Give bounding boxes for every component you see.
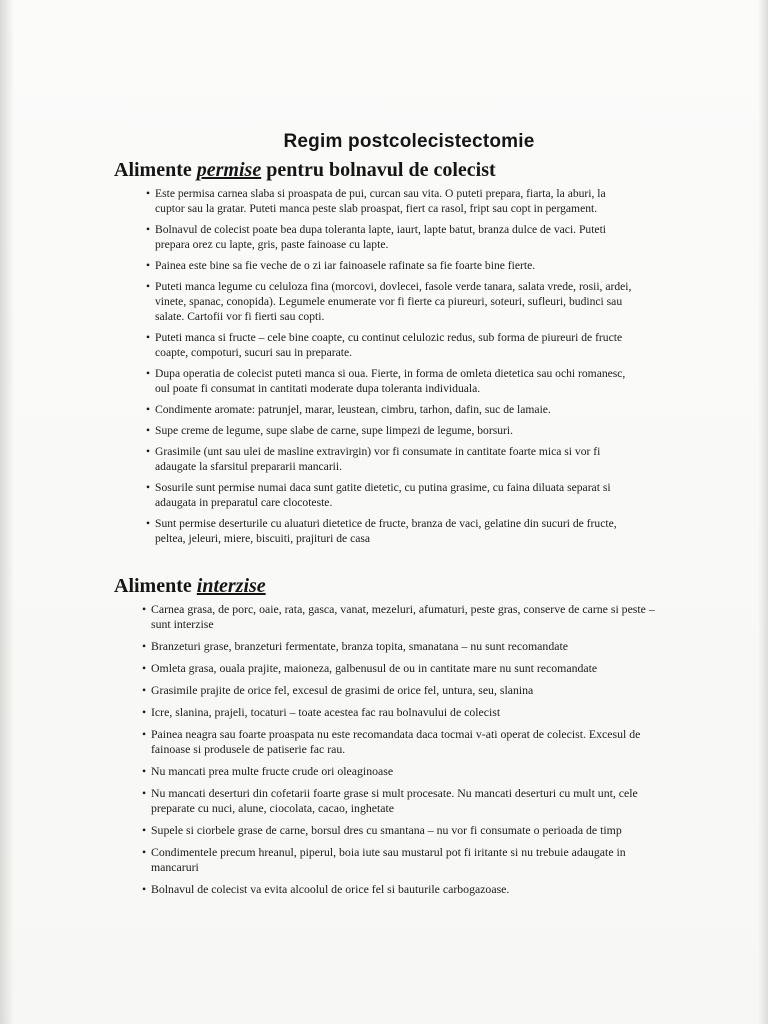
paper-shadow-right: [758, 0, 768, 1024]
forbidden-item: • Nu mancati deserturi din cofetarii foarte grase si mult procesate. Nu mancati deserturi cu mult unt, cele preparate cu nuci, alune, ciocolata, cacao, inghetate: [129, 786, 659, 816]
permitted-item: • Condimente aromate: patrunjel, marar, leustean, cimbru, tarhon, dafin, suc de lamaie.: [133, 402, 633, 417]
forbidden-item: • Painea neagra sau foarte proaspata nu este recomandata daca tocmai v-ati operat de colecist. Excesul de fainoase si produsele de patiserie fac rau.: [129, 727, 659, 757]
permitted-foods-list: [133, 186, 633, 552]
forbidden-foods-list: [129, 602, 659, 904]
permitted-item: • Painea este bine sa fie veche de o zi iar fainoasele rafinate sa fie foarte bine fierte.: [133, 258, 633, 273]
permitted-heading-emphasis: permise: [196, 159, 262, 181]
forbidden-heading-prefix: Alimente: [114, 575, 192, 597]
permitted-item: • Puteti manca legume cu celuloza fina (morcovi, dovlecei, fasole verde tanara, salata vrede, rosii, ardei, vinete, spanac, conopida). Legumele enumerate vor fi fierte ca piureuri, soteuri, sufleuri, budinci sau salate. Cartofii vor fi fierti sau copti.: [133, 279, 633, 324]
forbidden-item: • Bolnavul de colecist va evita alcoolul de orice fel si bauturile carbogazoase.: [129, 882, 659, 897]
forbidden-item: • Grasimile prajite de orice fel, excesul de grasimi de orice fel, untura, seu, slanina: [129, 683, 659, 698]
forbidden-item: • Supele si ciorbele grase de carne, borsul dres cu smantana – nu vor fi consumate o perioada de timp: [129, 823, 659, 838]
permitted-item: • Este permisa carnea slaba si proaspata de pui, curcan sau vita. O puteti prepara, fiarta, la aburi, la cuptor sau la gratar. Puteti manca peste slab proaspat, fiert ca rasol, fript sau copt in pergament.: [133, 186, 633, 216]
permitted-heading-prefix: Alimente: [114, 159, 192, 181]
forbidden-item: • Nu mancati prea multe fructe crude ori oleaginoase: [129, 764, 659, 779]
document-title: Regim postcolecistectomie: [283, 131, 535, 152]
permitted-item: • Bolnavul de colecist poate bea dupa toleranta lapte, iaurt, lapte batut, branza dulce de vaci. Puteti prepara orez cu lapte, gris, paste fainoase cu lapte.: [133, 222, 633, 252]
forbidden-item: • Condimentele precum hreanul, piperul, boia iute sau mustarul pot fi iritante si nu trebuie adaugate in mancaruri: [129, 845, 659, 875]
permitted-item: • Supe creme de legume, supe slabe de carne, supe limpezi de legume, borsuri.: [133, 423, 633, 438]
permitted-item: • Sosurile sunt permise numai daca sunt gatite dietetic, cu putina grasime, cu faina diluata separat si adaugata in preparatul care clocoteste.: [133, 480, 633, 510]
permitted-item: • Dupa operatia de colecist puteti manca si oua. Fierte, in forma de omleta dietetica sau ochi romanesc, oul poate fi consumat in cantitati moderate dupa toleranta individuala.: [133, 366, 633, 396]
forbidden-item: • Branzeturi grase, branzeturi fermentate, branza topita, smanatana – nu sunt recomandate: [129, 639, 659, 654]
permitted-heading-suffix: pentru bolnavul de colecist: [266, 159, 496, 181]
forbidden-item: • Omleta grasa, ouala prajite, maioneza, galbenusul de ou in cantitate mare nu sunt recomandate: [129, 661, 659, 676]
forbidden-heading-emphasis: interzise: [196, 575, 266, 597]
forbidden-foods-heading: [114, 575, 266, 598]
paper-shadow-left: [0, 0, 14, 1024]
permitted-item: • Grasimile (unt sau ulei de masline extravirgin) vor fi consumate in cantitate foarte mica si vor fi adaugate la sfarsitul prepararii mancarii.: [133, 444, 633, 474]
permitted-foods-heading: [114, 159, 496, 182]
permitted-item: • Puteti manca si fructe – cele bine coapte, cu continut celulozic redus, sub forma de piureuri de fructe coapte, compoturi, sucuri sau in preparate.: [133, 330, 633, 360]
forbidden-item: • Carnea grasa, de porc, oaie, rata, gasca, vanat, mezeluri, afumaturi, peste gras, conserve de carne si peste – sunt interzise: [129, 602, 659, 632]
permitted-item: • Sunt permise deserturile cu aluaturi dietetice de fructe, branza de vaci, gelatine din sucuri de fructe, peltea, jeleuri, miere, biscuiti, prajituri de casa: [133, 516, 633, 546]
forbidden-item: • Icre, slanina, prajeli, tocaturi – toate acestea fac rau bolnavului de colecist: [129, 705, 659, 720]
